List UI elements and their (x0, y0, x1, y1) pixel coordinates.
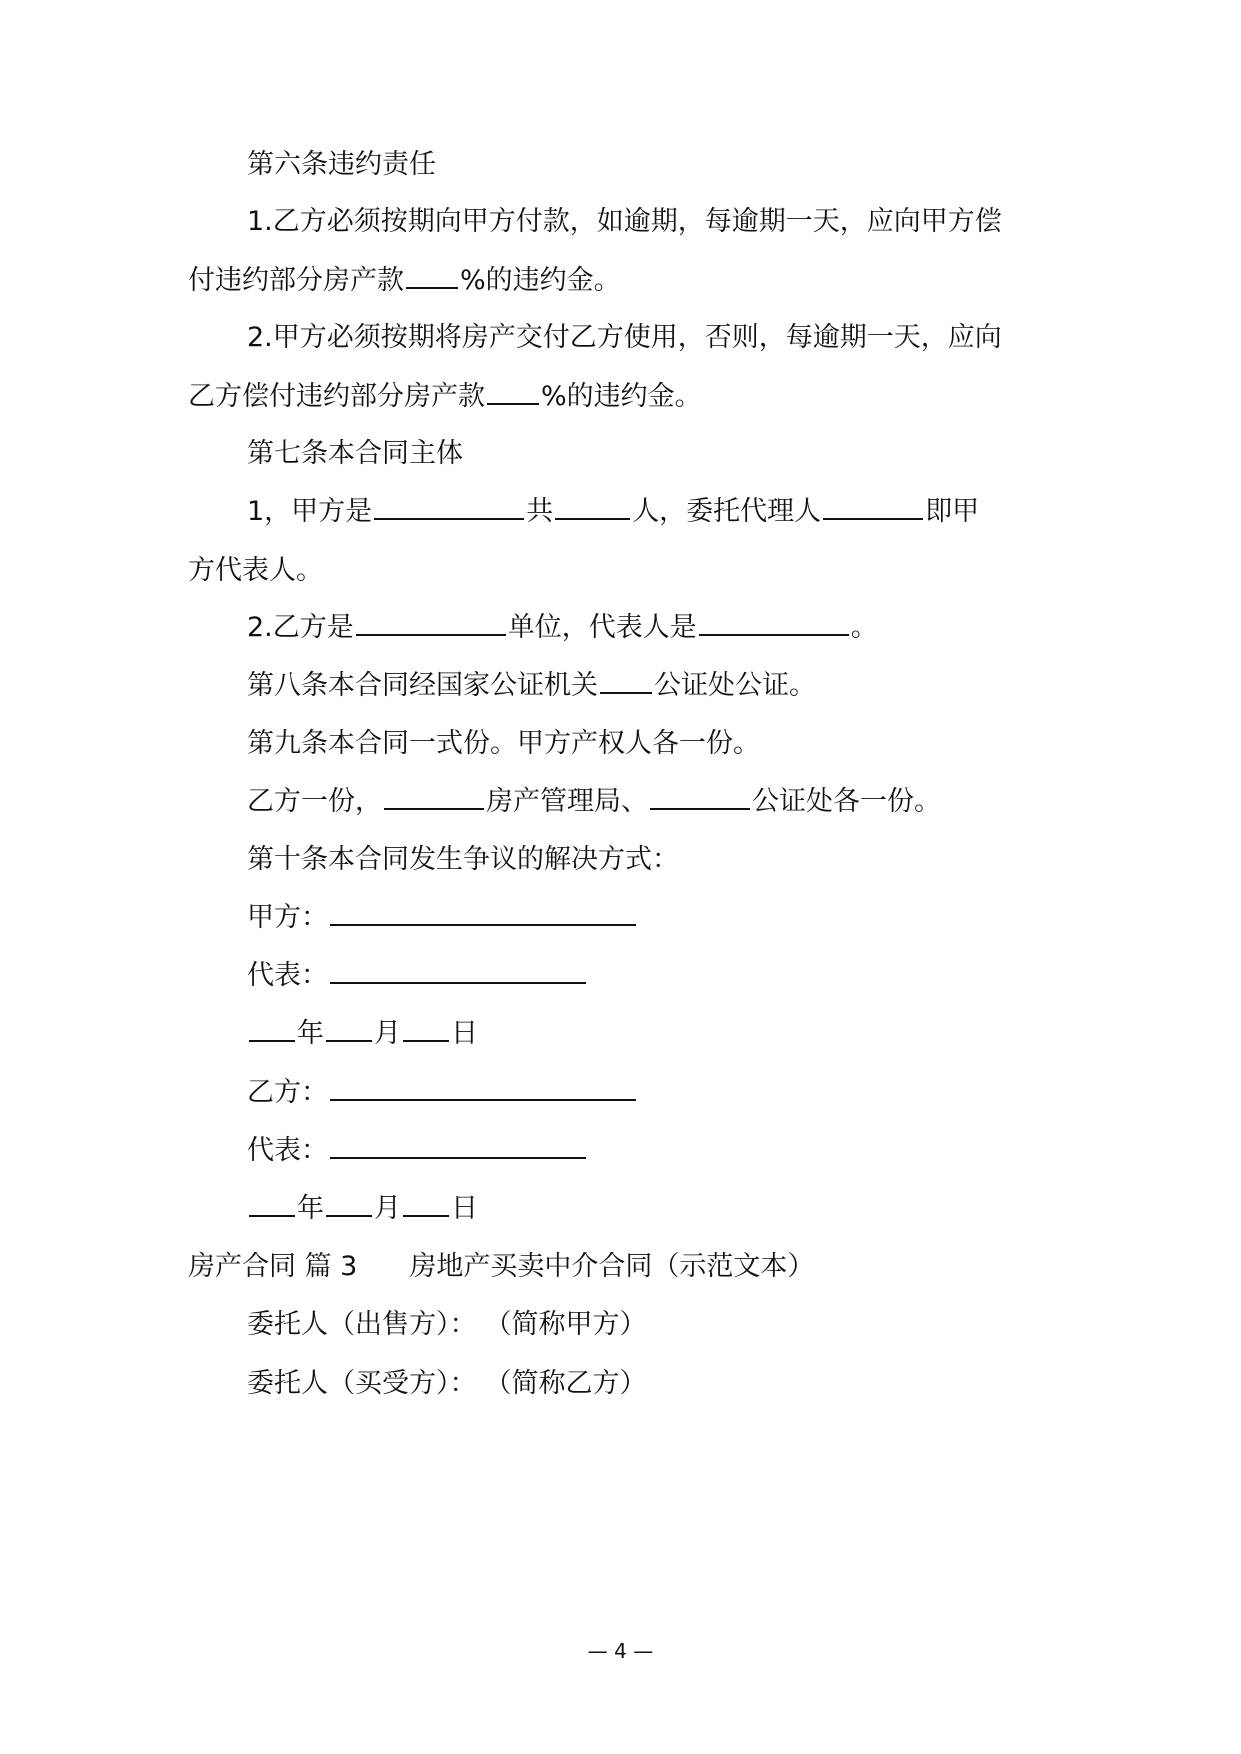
party-a-count-blank[interactable] (555, 492, 630, 520)
client-seller-line (247, 1305, 647, 1345)
party-b-signature-line (247, 1073, 638, 1113)
article-10: 第十条本合同发生争议的解决方式： (247, 844, 679, 875)
fill-in-blank[interactable] (487, 377, 539, 405)
article-6-clause-2-line-1: 2.甲方必须按期将房产交付乙方使用，否则，每逾期一天，应向 (247, 322, 1002, 353)
party-b-signature-blank[interactable] (330, 1073, 636, 1101)
text-segment: 1，甲方是 (247, 496, 373, 527)
text-segment: 共 (526, 496, 554, 527)
article-6-heading: 第六条违约责任 (247, 149, 436, 180)
client-buyer-abbr: （简称乙方） (484, 1368, 647, 1399)
article-7-clause-1-line-2: 方代表人。 (188, 555, 323, 586)
month-blank[interactable] (326, 1189, 372, 1217)
party-a-signature-line (247, 898, 638, 938)
party-a-signature-blank[interactable] (330, 898, 636, 926)
article-7-clause-1-line-1 (247, 492, 979, 532)
party-b-representative-blank[interactable] (699, 608, 849, 636)
year-blank[interactable] (249, 1014, 295, 1042)
party-a-date-line (247, 1014, 478, 1054)
page-number: — 4 — (587, 1639, 654, 1663)
party-a-representative-line (247, 956, 588, 996)
party-b-date-line (247, 1189, 478, 1229)
party-a-representative-blank[interactable] (330, 956, 586, 984)
year-label: 年 (297, 1018, 324, 1049)
fill-in-blank[interactable] (406, 261, 458, 289)
text-segment: 单位，代表人是 (507, 612, 697, 643)
client-buyer-line (247, 1364, 647, 1404)
article-6-clause-1-line-2 (188, 261, 621, 301)
month-blank[interactable] (326, 1014, 372, 1042)
text-segment: 。 (850, 612, 878, 643)
article-6-clause-1-line-1: 1.乙方必须按期向甲方付款，如逾期，每逾期一天，应向甲方偿 (247, 206, 1002, 237)
notary-blank[interactable] (600, 666, 652, 694)
year-label: 年 (297, 1193, 324, 1224)
text-segment: 即甲 (925, 496, 980, 527)
client-seller-label: 委托人（出售方）： (247, 1309, 477, 1340)
party-b-label: 乙方： (247, 1077, 328, 1108)
section-label: 房产合同 篇 3 (188, 1251, 358, 1282)
representative-label: 代表： (247, 960, 328, 991)
article-9: 第九条本合同一式份。甲方产权人各一份。 (247, 728, 760, 759)
agent-name-blank[interactable] (823, 492, 923, 520)
housing-bureau-blank[interactable] (384, 782, 484, 810)
day-blank[interactable] (403, 1014, 449, 1042)
notary-office-blank[interactable] (650, 782, 750, 810)
party-b-representative-blank[interactable] (330, 1131, 586, 1159)
copies-distribution (247, 782, 941, 822)
day-blank[interactable] (403, 1189, 449, 1217)
party-b-unit-blank[interactable] (356, 608, 506, 636)
party-a-label: 甲方： (247, 902, 328, 933)
text-segment: 付违约部分房产款 (188, 265, 404, 296)
article-6-clause-2-line-2 (188, 377, 702, 417)
day-label: 日 (451, 1018, 478, 1049)
article-7-clause-2 (247, 608, 878, 648)
section-title: 房地产买卖中介合同（示范文本） (409, 1251, 815, 1282)
month-label: 月 (374, 1193, 401, 1224)
text-segment: 第八条本合同经国家公证机关 (247, 670, 598, 701)
text-segment: 公证处公证。 (654, 670, 816, 701)
party-a-name-blank[interactable] (374, 492, 524, 520)
year-blank[interactable] (249, 1189, 295, 1217)
article-8 (247, 666, 816, 706)
text-segment: 乙方偿付违约部分房产款 (188, 381, 485, 412)
month-label: 月 (374, 1018, 401, 1049)
client-buyer-label: 委托人（买受方）： (247, 1368, 477, 1399)
text-segment: 房产管理局、 (486, 786, 648, 817)
section-heading (188, 1247, 814, 1287)
text-segment: 乙方一份， (247, 786, 382, 817)
client-seller-abbr: （简称甲方） (484, 1309, 647, 1340)
text-segment: 人，委托代理人 (632, 496, 822, 527)
article-7-heading: 第七条本合同主体 (247, 438, 463, 469)
text-segment: 公证处各一份。 (752, 786, 941, 817)
text-segment: %的违约金。 (460, 265, 621, 296)
day-label: 日 (451, 1193, 478, 1224)
text-segment: %的违约金。 (541, 381, 702, 412)
party-b-representative-line (247, 1131, 588, 1171)
representative-label: 代表： (247, 1135, 328, 1166)
text-segment: 2.乙方是 (247, 612, 354, 643)
